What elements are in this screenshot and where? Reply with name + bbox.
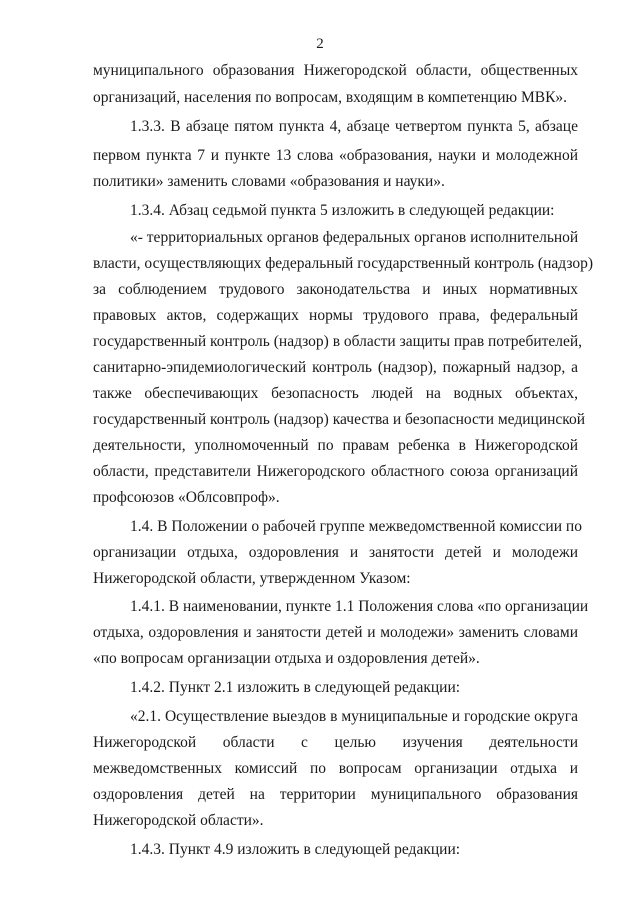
text-line: 1.4.3. Пункт 4.9 изложить в следующей редакции: — [130, 841, 461, 858]
text-line: санитарно-эпидемиологический контроль (надзор), пожарный надзор, а — [93, 359, 578, 376]
text-line: «- территориальных органов федеральных органов исполнительной — [130, 229, 579, 246]
text-line: власти, осуществляющих федеральный государственный контроль (надзор) — [93, 255, 594, 272]
text-line: государственный контроль (надзор) в области защиты прав потребителей, — [93, 333, 583, 350]
text-line: 1.3.4. Абзац седьмой пункта 5 изложить в следующей редакции: — [130, 202, 555, 219]
text-line: первом пункта 7 и пункте 13 слова «образования, науки и молодежной — [93, 147, 578, 164]
text-line: «2.1. Осуществление выездов в муниципальные и городские округа — [130, 708, 578, 725]
text-line: профсоюзов «Облсовпроф». — [93, 489, 280, 506]
text-line: «по вопросам организации отдыха и оздоровления детей». — [93, 650, 480, 667]
text-line: 1.4. В Положении о рабочей группе межведомственной комиссии по — [130, 518, 582, 535]
text-line: организаций, населения по вопросам, входящим в компетенцию МВК». — [93, 89, 568, 106]
text-line: муниципального образования Нижегородской области, общественных — [93, 62, 578, 79]
text-line: оздоровления детей на территории муниципального образования — [93, 786, 578, 803]
text-line: 1.4.1. В наименовании, пункте 1.1 Положения слова «по организации — [130, 598, 589, 615]
text-line: 1.4.2. Пункт 2.1 изложить в следующей редакции: — [130, 679, 461, 696]
text-line: отдыха, оздоровления и занятости детей и молодежи» заменить словами — [93, 624, 578, 641]
text-line: Нижегородской области с целью изучения деятельности — [93, 734, 578, 751]
text-line: Нижегородской области, утвержденном Указом: — [93, 570, 411, 587]
text-line: за соблюдением трудового законодательства и иных нормативных — [93, 281, 578, 298]
text-line: государственный контроль (надзор) качества и безопасности медицинской — [93, 411, 586, 428]
text-line: организации отдыха, оздоровления и занятости детей и молодежи — [93, 544, 578, 561]
text-line: также обеспечивающих безопасность людей на водных объектах, — [93, 385, 578, 402]
text-line: Нижегородской области». — [93, 812, 264, 829]
text-line: межведомственных комиссий по вопросам организации отдыха и — [93, 760, 578, 777]
page-number: 2 — [316, 36, 324, 52]
text-line: 1.3.3. В абзаце пятом пункта 4, абзаце четвертом пункта 5, абзаце — [130, 118, 578, 135]
text-line: деятельности, уполномоченный по правам ребенка в Нижегородской — [93, 437, 578, 454]
text-line: области, представители Нижегородского областного союза организаций — [93, 463, 578, 480]
text-line: правовых актов, содержащих нормы трудового права, федеральный — [93, 307, 578, 324]
text-line: политики» заменить словами «образования и науки». — [93, 173, 445, 190]
